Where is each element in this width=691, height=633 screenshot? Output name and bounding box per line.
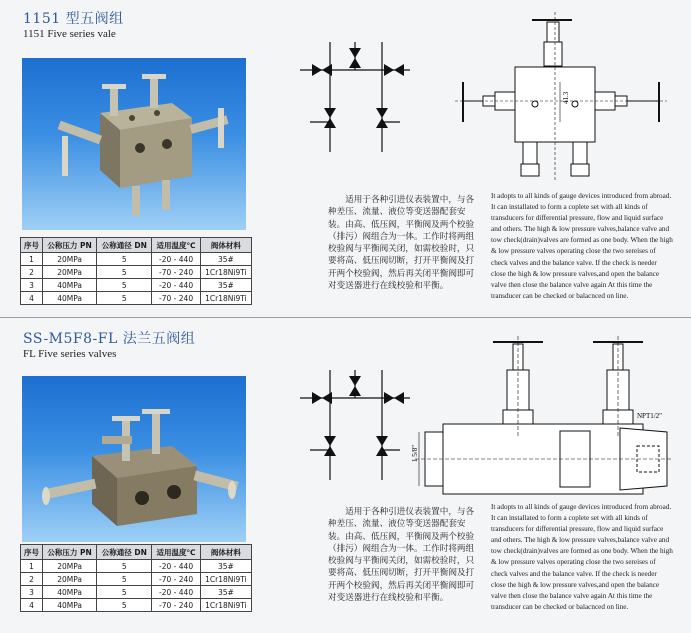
- dimension-label: NPT1/2": [637, 412, 663, 420]
- table-row: [21, 279, 252, 292]
- table-cell: 2: [21, 573, 43, 586]
- table-cell: -70 - 240: [152, 292, 200, 305]
- table-cell: 1Cr18Ni9Ti: [200, 266, 251, 279]
- table-cell: 5: [97, 279, 152, 292]
- valve-schematic: [300, 370, 410, 480]
- table-cell: 5: [97, 292, 152, 305]
- description-cn: 适用于各种引进仪表装置中，与各种差压、流量、液位等变送器配套安装。由高、低压阀，平衡阀及两个校验（排污）阀组合为一体。工作时将两组校验阀与平衡阀关闭，如需校验时，只要将高、低压阀切断，打开平衡阀及打开两个校验阀，然后再关闭平衡阀即可对变送器进行在线校验和平衡。: [328, 195, 475, 292]
- table-cell: 20MPa: [42, 573, 96, 586]
- table-cell: 5: [97, 560, 152, 573]
- table-cell: 1Cr18Ni9Ti: [200, 573, 251, 586]
- header-cell: 公称压力 PN: [42, 238, 96, 253]
- table-cell: -20 - 440: [152, 586, 200, 599]
- section-fl: [0, 318, 691, 633]
- table-cell: 5: [97, 599, 152, 612]
- table-cell: 5: [97, 253, 152, 266]
- table-cell: 35#: [200, 586, 251, 599]
- table-cell: 40MPa: [42, 292, 96, 305]
- table-cell: 35#: [200, 253, 251, 266]
- technical-drawing: [455, 12, 670, 184]
- table-cell: 2: [21, 266, 43, 279]
- table-cell: 20MPa: [42, 253, 96, 266]
- description-en: It adopts to all kinds of gauge devices introduced from abroad. It can installated to form a coplete set with all kinds of transducers for differential pressure, flow and liquid surface and others. The high & low pressure valves,balance valve and tow check(drain)valves are formed as one body. When the high & low pressure valves operating close the two sereises of check valves and the balance valve. If the check is needer close the high & low pressure valves,and open the balance valve then close the balance valve again At this time the transducer can be checked or balacnced on line.: [491, 503, 673, 611]
- table-cell: 40MPa: [42, 279, 96, 292]
- table-row: [21, 573, 252, 586]
- table-cell: 1: [21, 560, 43, 573]
- header-cell: 公称通径 DN: [97, 545, 152, 560]
- table-header-row: [21, 238, 252, 253]
- table-row: [21, 560, 252, 573]
- table-cell: 5: [97, 586, 152, 599]
- section-title-en: FL Five series valves: [23, 348, 117, 360]
- table-cell: 35#: [200, 279, 251, 292]
- dimension-label: 41.3: [562, 91, 570, 104]
- product-photo: [22, 376, 246, 542]
- table-cell: 40MPa: [42, 586, 96, 599]
- spec-table: [20, 237, 252, 305]
- table-cell: -20 - 440: [152, 560, 200, 573]
- table-header-row: [21, 545, 252, 560]
- table-cell: 20MPa: [42, 266, 96, 279]
- header-cell: 序号: [21, 238, 43, 253]
- header-cell: 公称压力 PN: [42, 545, 96, 560]
- table-cell: 40MPa: [42, 599, 96, 612]
- table-cell: 1Cr18Ni9Ti: [200, 292, 251, 305]
- table-cell: 4: [21, 292, 43, 305]
- section-title-cn: SS-M5F8-FL 法兰五阀组: [23, 331, 196, 347]
- table-cell: 5: [97, 266, 152, 279]
- table-cell: 5: [97, 573, 152, 586]
- section-title-en: 1151 Five series vale: [23, 28, 116, 40]
- dimension-label: 1 5/8": [411, 444, 419, 462]
- technical-drawing: [405, 336, 675, 506]
- table-row: [21, 253, 252, 266]
- table-row: [21, 292, 252, 305]
- header-cell: 阀体材料: [200, 238, 251, 253]
- table-cell: 4: [21, 599, 43, 612]
- table-row: [21, 599, 252, 612]
- table-cell: 35#: [200, 560, 251, 573]
- table-cell: 20MPa: [42, 560, 96, 573]
- header-cell: 阀体材料: [200, 545, 251, 560]
- header-cell: 适用温度℃: [152, 545, 200, 560]
- section-title-cn: 1151 型五阀组: [23, 11, 124, 27]
- header-cell: 适用温度℃: [152, 238, 200, 253]
- table-cell: 3: [21, 279, 43, 292]
- table-cell: 3: [21, 586, 43, 599]
- header-cell: 序号: [21, 545, 43, 560]
- spec-table: [20, 544, 252, 612]
- table-cell: -70 - 240: [152, 599, 200, 612]
- table-cell: -70 - 240: [152, 266, 200, 279]
- table-cell: 1: [21, 253, 43, 266]
- valve-schematic: [300, 42, 410, 152]
- product-photo: [22, 58, 246, 230]
- table-cell: 1Cr18Ni9Ti: [200, 599, 251, 612]
- table-row: [21, 266, 252, 279]
- header-cell: 公称通径 DN: [97, 238, 152, 253]
- table-cell: -70 - 240: [152, 573, 200, 586]
- table-cell: -20 - 440: [152, 253, 200, 266]
- table-cell: -20 - 440: [152, 279, 200, 292]
- description-cn: 适用于各种引进仪表装置中，与各种差压、流量、液位等变送器配套安装。由高、低压阀，平衡阀及两个校验（排污）阀组合为一体。工作时将两组校验阀与平衡阀关闭，如需校验时，只要将高、低压阀切断，打开平衡阀及打开两个校验阀，然后再关闭平衡阀即可对变送器进行在线校验和平衡。: [328, 507, 475, 604]
- table-row: [21, 586, 252, 599]
- description-en: It adopts to all kinds of gauge devices introduced from abroad. It can installated to form a coplete set with all kinds of transducers for differential pressure, flow and liquid surface and others. The high & low pressure valves,balance valve and tow check(drain)valves are formed as one body. When the high & low pressure valves operating close the two sereises of check valves and the balance valve. If the check is needer close the high & low pressure valves,and open the balance valve then close the balance valve again At this time the transducer can be checked or balacnced on line.: [491, 192, 673, 300]
